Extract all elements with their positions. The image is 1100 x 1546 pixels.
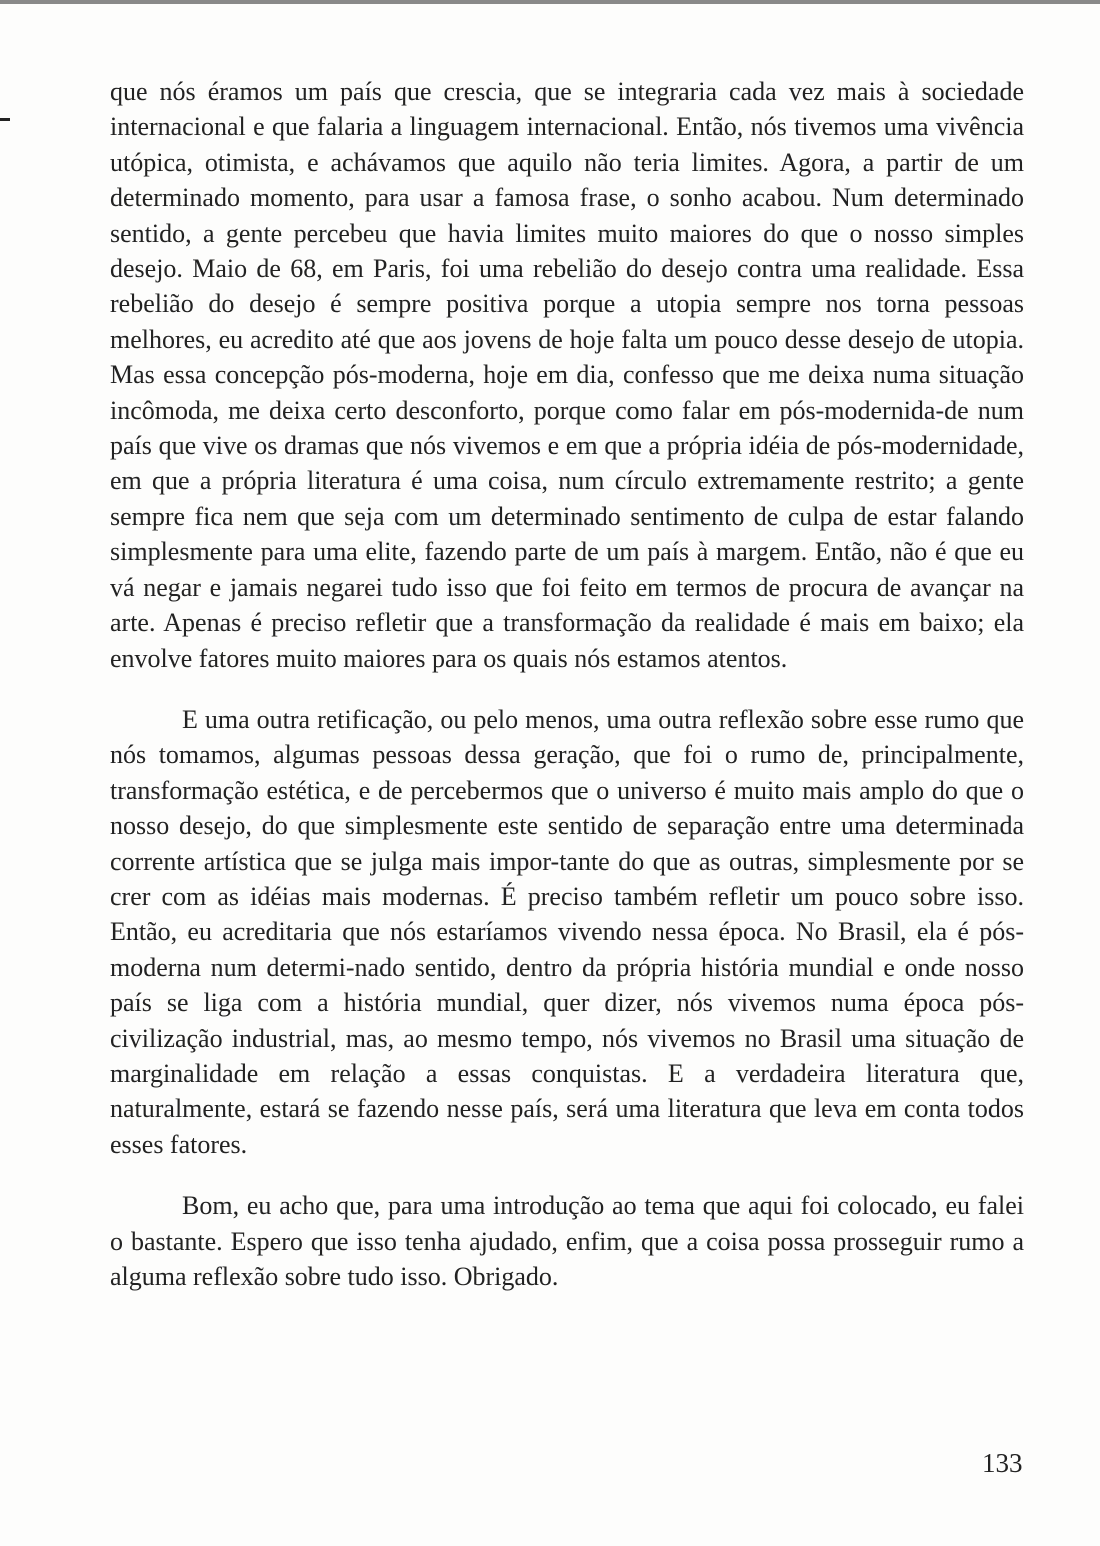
margin-mark [0, 118, 10, 121]
paragraph-2: E uma outra retificação, ou pelo menos, uma outra reflexão sobre esse rumo que nós tomamos, algumas pessoas dessa geração, que foi o rumo de, principalmente, transformação estética, e de percebermos que o universo é muito mais amplo do que o nosso desejo, do que simplesmente este sentido de separação entre uma determinada corrente artística que se julga mais impor-tante do que as outras, simplesmente por se crer com as idéias mais modernas. É preciso também refletir um pouco sobre isso. Então, eu acreditaria que nós estaríamos vivendo nessa época. No Brasil, ela é pós-moderna num determi-nado sentido, dentro da própria história mundial e onde nosso país se liga com a história mundial, quer dizer, nós vivemos numa época pós-civilização industrial, mas, ao mesmo tempo, nós vivemos no Brasil uma situação de marginalidade em relação a essas conquistas. E a verdadeira literatura que, naturalmente, estará se fazendo nesse país, será uma literatura que leva em conta todos esses fatores. [110, 704, 1024, 1159]
body-text [110, 74, 1024, 1294]
paragraph-1: que nós éramos um país que crescia, que se integraria cada vez mais à sociedade internacional e que falaria a linguagem internacional. Então, nós tivemos uma vivência utópica, otimista, e achávamos que aquilo não teria limites. Agora, a partir de um determinado momento, para usar a famosa frase, o sonho acabou. Num determinado sentido, a gente percebeu que havia limites muito maiores do que o nosso simples desejo. Maio de 68, em Paris, foi uma rebelião do desejo contra uma realidade. Essa rebelião do desejo é sempre positiva porque a utopia sempre nos torna pessoas melhores, eu acredito até que aos jovens de hoje falta um pouco desse desejo de utopia. Mas essa concepção pós-moderna, hoje em dia, confesso que me deixa numa situação incômoda, me deixa certo desconforto, porque como falar em pós-modernida-de num país que vive os dramas que nós vivemos e em que a própria idéia de pós-modernidade, em que a própria literatura é uma coisa, num círculo extremamente restrito; a gente sempre fica nem que seja com um determinado sentimento de culpa de estar falando simplesmente para uma elite, fazendo parte de um país à margem. Então, não é que eu vá negar e jamais negarei tudo isso que foi feito em termos de procura de avançar na arte. Apenas é preciso refletir que a transformação da realidade é mais em baixo; ela envolve fatores muito maiores para os quais nós estamos atentos. [110, 77, 1024, 673]
scan-edge-shadow [0, 0, 1100, 4]
paragraph-3: Bom, eu acho que, para uma introdução ao tema que aqui foi colocado, eu falei o bastante. Espero que isso tenha ajudado, enfim, que a coisa possa prosseguir rumo a alguma reflexão sobre tudo isso. Obrigado. [110, 1191, 1024, 1291]
page-number: 133 [982, 1448, 1023, 1478]
